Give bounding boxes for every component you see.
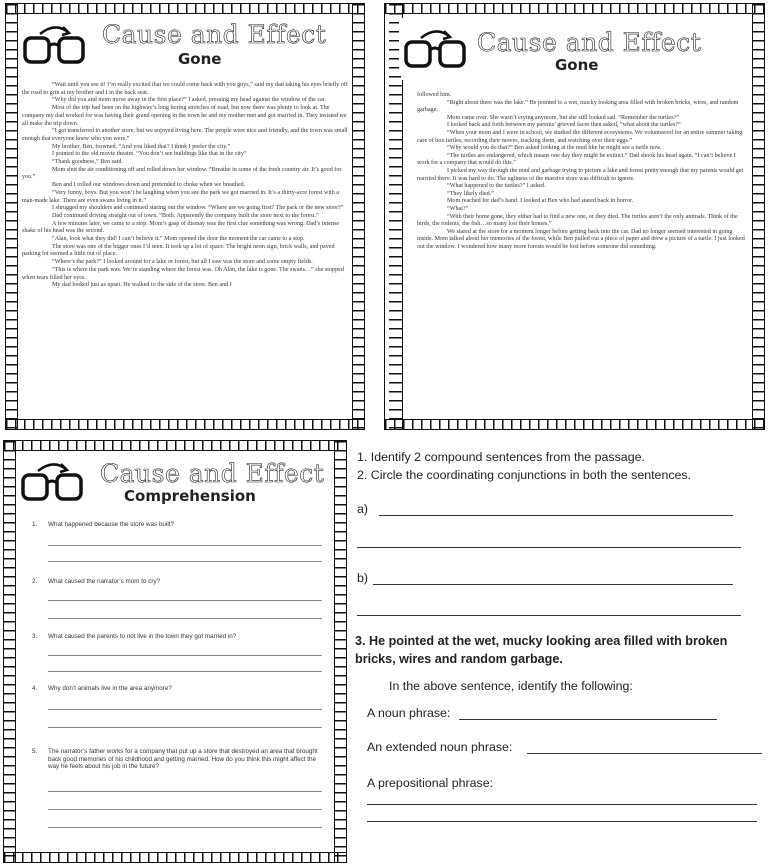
instruction-2: 2. Circle the coordinating conjunctions in both the sentences.: [357, 468, 692, 482]
question-list: [32, 521, 322, 851]
story-text: [417, 92, 748, 251]
prepositional-phrase-answer-line-2[interactable]: [367, 821, 757, 822]
story-paragraph: “Very funny, boys. But you won’t be laughing when you see the park we got married in. It’s a thirty-acre forest with a man-made lake. There are even swans living in it.”: [22, 189, 340, 204]
question-3-heading: 3. He pointed at the wet, mucky looking area filled with broken bricks, wires and random garbage.: [355, 634, 728, 666]
question-text: What happened because the store was built?: [48, 521, 175, 528]
story-text: [22, 82, 350, 290]
worksheet-page-2: [384, 3, 765, 430]
worksheet-page-3: [3, 440, 347, 863]
answer-line[interactable]: [48, 600, 322, 601]
logo-badge: [399, 18, 477, 76]
answer-line[interactable]: [48, 561, 322, 562]
page-subtitle: Comprehension: [124, 487, 256, 505]
film-strip-left: [4, 441, 16, 862]
story-paragraph: “What?”: [447, 205, 469, 212]
glasses-cause-effect-icon: [20, 461, 86, 503]
question-number: 1.: [32, 521, 38, 528]
story-paragraph: “Why would you do that?” Ben asked looking at the mud like he might see a turtle now.: [447, 145, 662, 152]
story-paragraph: “When your mom and I were in school, we studied the different ecosystems. We volunteered for an entire summer taking care of box turtles, recording their moves, tracking them, and watching over their eggs.”: [417, 129, 743, 144]
logo-badge: [18, 14, 96, 72]
story-paragraph: The store was one of the bigger ones I’d seen. It took up a lot of space. The bright neon sign, brick walls, and paved parking lot seemed a little out of place.: [22, 243, 335, 258]
answer-line[interactable]: [48, 827, 322, 828]
story-paragraph: Most of the trip had been on the highway’s long boring stretches of road, but now there was plenty to look at. The company my dad worked for was having their grand opening in the town he and my mother met and got married in. They insisted we all make the trip down.: [22, 105, 347, 127]
page-header: [18, 451, 332, 513]
story-paragraph: “Alan, look what they did! I can’t believe it.” Mom opened the door the moment the car came to a stop.: [52, 236, 305, 243]
story-paragraph: Mom came over. She wasn’t crying anymore, but she still looked sad. “Remember the turtles?”: [447, 114, 679, 121]
answer-line[interactable]: [48, 809, 322, 810]
story-paragraph: “Where’s the park?” I looked around for a lake or forest, but all I saw was the store and some empty fields.: [52, 259, 313, 266]
question-number: 4.: [32, 685, 38, 692]
story-paragraph: “What happened to the turtles?” I asked.: [447, 183, 546, 190]
page-subtitle: Gone: [178, 50, 222, 68]
question-text: Why don’t animals live in the area anymore?: [48, 685, 172, 692]
story-paragraph: Dad continued driving straight out of town. “Both. Apparently the company built the store next to the forest.”: [52, 212, 319, 219]
answer-label-b: b): [357, 571, 369, 585]
question-item: [32, 578, 322, 586]
story-paragraph: “I got transferred to another store, but we enjoyed living here. The people were nice and friendly, and the town was small enough that everyone knew who you were.”: [22, 128, 348, 142]
question-number: 3.: [32, 633, 38, 640]
story-paragraph: I looked back and forth between my parents’ grieved faces then asked, “what about the turtles?”: [447, 122, 681, 129]
question-number: 2.: [32, 578, 38, 585]
answer-line-b1[interactable]: [373, 584, 733, 585]
question-number: 5.: [32, 748, 38, 755]
story-paragraph: A few minutes later, we came to a stop. Mom’s gasp of dismay was the first clue something was wrong. Dad’s intense shake of his head was the second.: [22, 220, 340, 235]
film-strip-bottom: [4, 852, 346, 862]
instruction-1: 1. Identify 2 compound sentences from the passage.: [357, 450, 645, 464]
answer-line[interactable]: [48, 618, 322, 619]
question-3-prompt: In the above sentence, identify the following:: [389, 679, 633, 693]
story-paragraph: I picked my way through the mud and garbage trying to picture a lake and forest pretty enough that my parents would get married there. It was hard to do. The ugliness of the massive store was difficult to ignore.: [417, 167, 744, 182]
page-header: [20, 14, 350, 76]
grammar-exercise: [355, 448, 765, 858]
question-item: [32, 633, 322, 641]
answer-label-a: a): [357, 502, 369, 516]
logo-badge: [16, 451, 94, 509]
story-paragraph: followed him.: [417, 92, 452, 98]
film-strip-left: [6, 4, 18, 429]
prepositional-phrase-label: A prepositional phrase:: [367, 776, 494, 790]
answer-line[interactable]: [48, 655, 322, 656]
answer-line-a1[interactable]: [379, 515, 733, 516]
answer-line[interactable]: [48, 727, 322, 728]
page-title: Cause and Effect: [477, 28, 702, 57]
story-paragraph: “This is where the park was. We’re standing where the forest was. Oh Alan, the lake is gone. The swans…” she stopped when tears filled her eyes.: [22, 266, 344, 281]
film-strip-top: [6, 4, 364, 14]
answer-line[interactable]: [48, 545, 322, 546]
film-strip-top: [4, 441, 346, 451]
story-paragraph: Ben and I rolled our windows down and pretended to choke when we breathed.: [52, 182, 246, 189]
answer-line[interactable]: [48, 709, 322, 710]
page-header: [401, 18, 750, 80]
film-strip-right: [352, 4, 364, 429]
story-paragraph: “Thank goodness,” Ben said.: [52, 159, 123, 166]
story-paragraph: “With their home gone, they either had to find a new one, or they died. The turtles aren’t the only animals. Think of the birds, the rodents, the fish…so many lost their homes.”: [417, 213, 738, 228]
film-strip-bottom: [385, 419, 764, 429]
page-title: Cause and Effect: [100, 459, 325, 488]
extended-noun-phrase-label: An extended noun phrase:: [367, 740, 513, 754]
prepositional-phrase-answer-line-1[interactable]: [367, 804, 757, 805]
film-strip-top: [385, 4, 764, 14]
page-subtitle: Gone: [555, 56, 599, 74]
story-paragraph: We stared at the store for a moment longer before getting back into the car. Dad no longer seemed interested in going inside. Mom talked about her memories of the forest, while Ben pulled out a piece of paper and drew a picture of a turtle. I just looked out the window. I wondered how many more forests would be lost before someone did something.: [417, 228, 745, 250]
glasses-cause-effect-icon: [403, 28, 469, 70]
worksheet-page-1: [5, 3, 365, 430]
answer-line-a2[interactable]: [357, 547, 741, 548]
story-paragraph: “Right about there was the lake.” He pointed to a wet, mucky looking area filled with broken bricks, wires, and random garbage.: [417, 99, 739, 114]
story-paragraph: I pointed to the old movie theatre. “You don’t see buildings like that in the city”: [52, 151, 247, 158]
film-strip-right: [752, 4, 764, 429]
story-paragraph: Mom shut the air conditioning off and rolled down her window. “Breathe in some of the fresh country air. It’s good for you.”: [22, 166, 342, 181]
noun-phrase-answer-line[interactable]: [459, 719, 717, 720]
answer-line[interactable]: [48, 791, 322, 792]
answer-line[interactable]: [48, 671, 322, 672]
extended-noun-phrase-answer-line[interactable]: [527, 753, 762, 754]
story-paragraph: My brother, Ben, frowned. “And you liked that? I think I prefer the city.”: [52, 143, 231, 150]
story-paragraph: I shrugged my shoulders and continued staring out the window. “Where are we going first? The park or the new store?”: [52, 205, 344, 212]
story-paragraph: “Wait until you see it! I’m really excited that we could come back with you guys,” said my dad taking his eyes briefly off the road to grin at my brother and I in the back seat.: [22, 82, 348, 96]
question-text: What caused the parents to not live in the town they got married in?: [48, 633, 237, 640]
question-item: [32, 521, 322, 529]
glasses-cause-effect-icon: [22, 24, 88, 66]
story-paragraph: “They likely died.”: [447, 190, 494, 197]
film-strip-right: [334, 441, 346, 862]
story-paragraph: Mom reached for dad’s hand. I looked at Ben who had stared back in horror.: [447, 198, 634, 205]
noun-phrase-label: A noun phrase:: [367, 706, 451, 720]
page-title: Cause and Effect: [102, 20, 327, 49]
story-paragraph: My dad looked just as upset. He walked to the side of the store. Ben and I: [52, 282, 232, 289]
question-item: [32, 748, 322, 771]
film-strip-bottom: [6, 419, 364, 429]
story-paragraph: “Why did you and mom move away in the first place?” I asked, pressing my head against the window of the car.: [52, 97, 326, 104]
question-item: [32, 685, 322, 693]
question-text: The narrator’s father works for a company that put up a store that destroyed an area that brought back good memories of his childhood and getting married. How do you think this might affect the way he feels about his job in the future?: [48, 748, 318, 771]
question-text: What caused the narrator’s mom to cry?: [48, 578, 161, 585]
story-paragraph: “The turtles are endangered, which means one day they might be extinct.” Dad shook his head again. “I can’t believe I work for a company that would do this.”: [417, 152, 736, 167]
answer-line-b2[interactable]: [357, 615, 741, 616]
